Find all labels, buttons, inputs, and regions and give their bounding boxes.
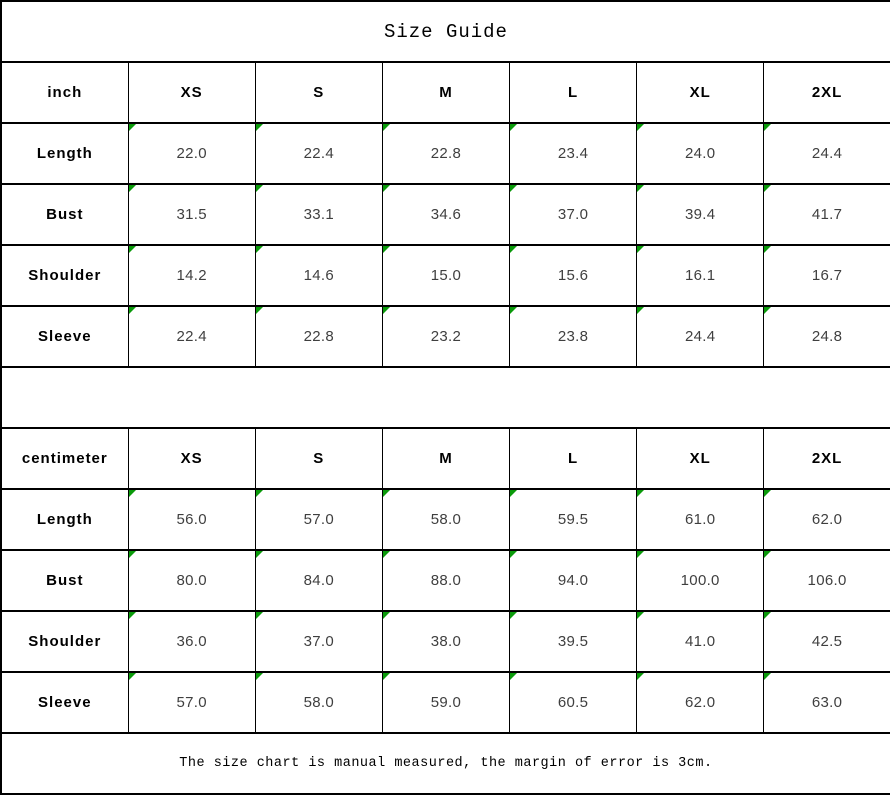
value-cell-text: 24.4 [684,328,716,345]
value-cell-text: 23.8 [557,328,589,345]
value-cell [128,306,255,367]
value-cell [510,306,637,367]
value-cell-text: 23.4 [557,145,589,162]
value-cell [510,245,637,306]
header-row-inch [1,62,890,123]
value-cell [637,672,764,733]
value-cell-text: 37.0 [557,206,589,223]
value-cell [764,672,890,733]
row-label-cell-text: Bust [46,572,84,589]
green-corner-triangle-icon [637,246,644,253]
data-row [1,123,890,184]
col-header-cell [510,428,637,489]
value-cell [764,306,890,367]
value-cell [382,550,509,611]
green-corner-triangle-icon [510,124,517,131]
value-cell [255,550,382,611]
row-label-cell [1,306,128,367]
green-corner-triangle-icon [637,673,644,680]
value-cell-text: 22.0 [176,145,207,162]
col-header-cell-text: S [313,84,325,101]
col-header-cell-text: L [567,450,579,467]
green-corner-triangle-icon [510,185,517,192]
green-corner-triangle-icon [383,551,390,558]
green-corner-triangle-icon [129,124,136,131]
data-row [1,550,890,611]
row-label-cell [1,184,128,245]
value-cell-text: 22.8 [303,328,335,345]
value-cell-text: 24.0 [684,145,716,162]
green-corner-triangle-icon [383,124,390,131]
value-cell-text: 24.4 [811,145,843,162]
value-cell [128,245,255,306]
value-cell-text: 15.6 [557,267,589,284]
green-corner-triangle-icon [256,185,263,192]
col-header-cell-text: S [313,450,325,467]
value-cell [637,123,764,184]
green-corner-triangle-icon [256,490,263,497]
col-header-cell-text: XS [180,450,203,467]
value-cell-text: 59.5 [557,511,589,528]
green-corner-triangle-icon [129,246,136,253]
value-cell-text: 33.1 [303,206,335,223]
green-corner-triangle-icon [383,673,390,680]
green-corner-triangle-icon [129,551,136,558]
footer-note: The size chart is manual measured, the margin of error is 3cm. [1,733,890,794]
col-header-cell [637,62,764,123]
value-cell [637,611,764,672]
value-cell-text: 39.5 [557,633,589,650]
col-header-cell-text: XL [689,450,711,467]
value-cell-text: 59.0 [430,694,462,711]
green-corner-triangle-icon [383,307,390,314]
value-cell-text: 100.0 [680,572,720,589]
value-cell [510,489,637,550]
col-header-cell-text: 2XL [811,450,843,467]
value-cell [764,489,890,550]
green-corner-triangle-icon [129,490,136,497]
value-cell-text: 36.0 [176,633,207,650]
col-header-cell [764,428,890,489]
green-corner-triangle-icon [256,551,263,558]
value-cell [255,123,382,184]
value-cell [637,489,764,550]
value-cell [382,306,509,367]
col-header-cell [637,428,764,489]
green-corner-triangle-icon [510,551,517,558]
value-cell-text: 41.0 [684,633,716,650]
value-cell-text: 106.0 [807,572,847,589]
value-cell [764,245,890,306]
green-corner-triangle-icon [764,612,771,619]
data-row [1,306,890,367]
value-cell [255,245,382,306]
col-header-cell [510,62,637,123]
value-cell-text: 42.5 [811,633,843,650]
green-corner-triangle-icon [510,307,517,314]
col-header-cell [382,428,509,489]
value-cell-text: 34.6 [430,206,462,223]
green-corner-triangle-icon [510,673,517,680]
value-cell [637,550,764,611]
value-cell-text: 57.0 [176,694,207,711]
value-cell-text: 88.0 [430,572,462,589]
row-label-cell [1,550,128,611]
green-corner-triangle-icon [510,490,517,497]
col-header-cell [128,62,255,123]
green-corner-triangle-icon [256,612,263,619]
value-cell [382,672,509,733]
value-cell [128,611,255,672]
value-cell [382,184,509,245]
unit-cell-centimeter-text: centimeter [21,450,108,467]
green-corner-triangle-icon [764,673,771,680]
value-cell-text: 16.1 [684,267,716,284]
value-cell [128,672,255,733]
green-corner-triangle-icon [637,551,644,558]
value-cell-text: 41.7 [811,206,843,223]
row-label-cell-text: Length [36,511,93,528]
row-label-cell [1,672,128,733]
value-cell [510,550,637,611]
value-cell [255,672,382,733]
value-cell [255,489,382,550]
separator-row [1,367,890,428]
green-corner-triangle-icon [383,490,390,497]
col-header-cell [382,62,509,123]
value-cell-text: 23.2 [430,328,462,345]
green-corner-triangle-icon [637,307,644,314]
data-row [1,245,890,306]
row-label-cell [1,245,128,306]
value-cell-text: 22.4 [176,328,207,345]
value-cell [128,123,255,184]
value-cell [510,123,637,184]
col-header-cell [764,62,890,123]
value-cell-text: 58.0 [303,694,335,711]
value-cell [510,184,637,245]
data-row [1,184,890,245]
col-header-cell-text: M [439,84,453,101]
value-cell-text: 58.0 [430,511,462,528]
col-header-cell [255,62,382,123]
value-cell [764,550,890,611]
title-row [1,1,890,62]
col-header-cell-text: XL [689,84,711,101]
value-cell-text: 24.8 [811,328,843,345]
value-cell [255,611,382,672]
value-cell-text: 84.0 [303,572,335,589]
data-row [1,672,890,733]
value-cell [764,184,890,245]
value-cell-text: 14.6 [303,267,335,284]
value-cell-text: 62.0 [811,511,843,528]
value-cell [382,245,509,306]
row-label-cell-text: Shoulder [28,633,102,650]
row-label-cell [1,489,128,550]
row-label-cell [1,611,128,672]
unit-cell-inch [1,62,128,123]
separator-cell [1,367,890,428]
value-cell [637,184,764,245]
value-cell [128,184,255,245]
value-cell-text: 14.2 [176,267,207,284]
value-cell-text: 62.0 [684,694,716,711]
value-cell-text: 16.7 [811,267,843,284]
footer-row [1,733,890,794]
value-cell-text: 15.0 [430,267,462,284]
value-cell [128,550,255,611]
value-cell [637,306,764,367]
unit-cell-inch-text: inch [47,84,83,101]
green-corner-triangle-icon [764,246,771,253]
data-row [1,611,890,672]
value-cell [510,672,637,733]
value-cell-text: 22.8 [430,145,462,162]
value-cell-text: 63.0 [811,694,843,711]
value-cell-text: 31.5 [176,206,207,223]
green-corner-triangle-icon [510,612,517,619]
value-cell-text: 61.0 [684,511,716,528]
value-cell-text: 94.0 [557,572,589,589]
green-corner-triangle-icon [129,307,136,314]
value-cell-text: 57.0 [303,511,335,528]
green-corner-triangle-icon [510,246,517,253]
green-corner-triangle-icon [764,490,771,497]
green-corner-triangle-icon [637,490,644,497]
value-cell-text: 37.0 [303,633,335,650]
col-header-cell [255,428,382,489]
col-header-cell-text: 2XL [811,84,843,101]
value-cell [764,611,890,672]
size-guide-body [1,1,890,794]
col-header-cell-text: XS [180,84,203,101]
data-row [1,489,890,550]
green-corner-triangle-icon [637,612,644,619]
page-title: Size Guide [1,1,890,62]
value-cell-text: 39.4 [684,206,716,223]
col-header-cell-text: M [439,450,453,467]
value-cell [764,123,890,184]
green-corner-triangle-icon [129,612,136,619]
value-cell-text: 60.5 [557,694,589,711]
row-label-cell-text: Sleeve [38,694,92,711]
green-corner-triangle-icon [383,185,390,192]
unit-cell-centimeter [1,428,128,489]
row-label-cell-text: Shoulder [28,267,102,284]
green-corner-triangle-icon [129,673,136,680]
green-corner-triangle-icon [637,124,644,131]
green-corner-triangle-icon [637,185,644,192]
row-label-cell-text: Bust [46,206,84,223]
green-corner-triangle-icon [256,673,263,680]
value-cell [382,611,509,672]
green-corner-triangle-icon [764,124,771,131]
value-cell [510,611,637,672]
value-cell-text: 38.0 [430,633,462,650]
value-cell-text: 56.0 [176,511,207,528]
green-corner-triangle-icon [764,307,771,314]
value-cell-text: 22.4 [303,145,335,162]
row-label-cell-text: Sleeve [38,328,92,345]
value-cell [382,123,509,184]
green-corner-triangle-icon [256,124,263,131]
value-cell [128,489,255,550]
col-header-cell-text: L [567,84,579,101]
green-corner-triangle-icon [764,551,771,558]
value-cell [255,306,382,367]
green-corner-triangle-icon [129,185,136,192]
value-cell [637,245,764,306]
value-cell [382,489,509,550]
green-corner-triangle-icon [764,185,771,192]
green-corner-triangle-icon [383,612,390,619]
green-corner-triangle-icon [256,246,263,253]
green-corner-triangle-icon [256,307,263,314]
value-cell-text: 80.0 [176,572,207,589]
green-corner-triangle-icon [383,246,390,253]
col-header-cell [128,428,255,489]
row-label-cell [1,123,128,184]
header-row-centimeter [1,428,890,489]
value-cell [255,184,382,245]
row-label-cell-text: Length [36,145,93,162]
